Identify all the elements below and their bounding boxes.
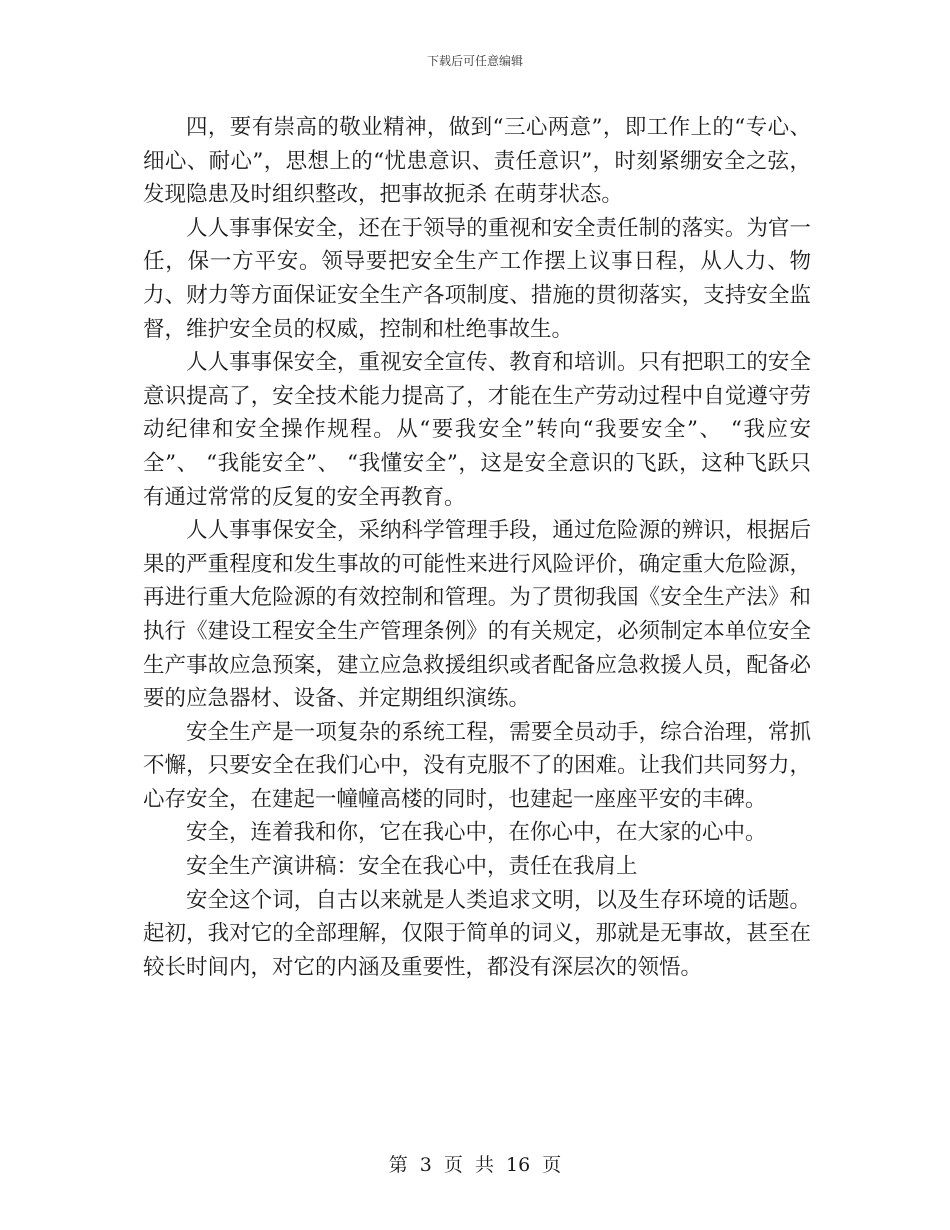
paragraph: 人人事事保安全，还在于领导的重视和安全责任制的落实。为官一任，保一方平安。领导要把安全生产工作摆上议事日程，从人力、物力、财力等方面保证安全生产各项制度、措施的贯彻落实，支持安全监督，维护安全员的权威，控制和杜绝事故生。 xyxy=(143,215,811,342)
paragraph: 四，要有崇高的敬业精神，做到“三心两意”，即工作上的“专心、细心、耐心”，思想上的“忧患意识、责任意识”，时刻紧绷安全之弦，发现隐患及时组织整改，把事故扼杀 在萌芽状态。 xyxy=(143,115,811,208)
paragraph: 安全生产是一项复杂的系统工程，需要全员动手，综合治理，常抓不懈，只要安全在我们心中，没有克服不了的困难。让我们共同努力，心存安全，在建起一幢幢高楼的同时，也建起一座座平安的丰碑。 xyxy=(143,719,811,812)
document-body xyxy=(143,111,811,984)
page-number: 第 3 页 共 16 页 xyxy=(388,1154,562,1176)
paragraph: 安全，连着我和你，它在我心中，在你心中，在大家的心中。 xyxy=(186,820,767,846)
paragraph: 人人事事保安全，采纳科学管理手段，通过危险源的辨识，根据后果的严重程度和发生事故的可能性来进行风险评价，确定重大危险源，再进行重大危险源的有效控制和管理。为了贯彻我国《安全生产法》和执行《建设工程安全生产管理条例》的有关规定，必须制定本单位安全生产事故应急预案，建立应急救援组织或者配备应急救援人员，配备必要的应急器材、设备、并定期组织演练。 xyxy=(143,518,811,712)
paragraph: 安全这个词，自古以来就是人类追求文明，以及生存环境的话题。起初，我对它的全部理解，仅限于简单的词义，那就是无事故，甚至在较长时间内，对它的内涵及重要性，都没有深层次的领悟。 xyxy=(143,887,811,980)
section-title: 安全生产演讲稿：安全在我心中，责任在我肩上 xyxy=(186,854,638,880)
paragraph: 人人事事保安全，重视安全宣传、教育和培训。只有把职工的安全意识提高了，安全技术能力提高了，才能在生产劳动过程中自觉遵守劳动纪律和安全操作规程。从“要我安全”转向“我要安全”、 “我应安全”、 “我能安全”、 “我懂安全”，这是安全意识的飞跃，这种飞跃只有通过常常的反复的安全再教育。 xyxy=(143,350,811,510)
page-header: 下载后可任意编辑 xyxy=(426,54,523,68)
